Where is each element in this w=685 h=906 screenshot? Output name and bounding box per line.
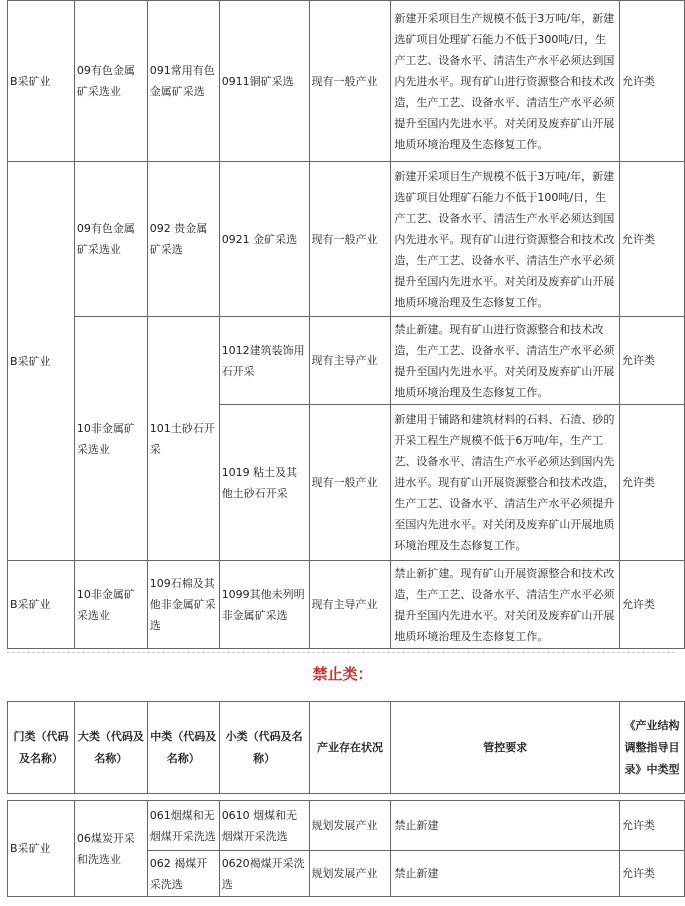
type-cell: 允许类 (620, 162, 685, 317)
requirement-cell: 禁止新建。现有矿山进行资源整合和技术改造，生产工艺、设备水平、清洁生产水平必须提升至国内先进水平。对关闭及废弃矿山开展地质环境治理及生态修复工作。 (391, 317, 620, 405)
requirement-cell: 新建开采项目生产规模不低于3万吨/年，新建选矿项目处理矿石能力不低于300吨/日，生产工艺、设备水平、清洁生产水平必须达到国内先进水平。现有矿山进行资源整合和技术改造，生产工艺、设备水平、清洁生产水平必须提升至国内先进水平。对关闭及废弃矿山开展地质环境治理及生态修复工作。 (391, 1, 620, 162)
major-class-cell: 10非金属矿采选业 (74, 561, 147, 649)
minor-class-cell: 0610 烟煤和无烟煤开采洗选 (219, 801, 309, 851)
allowed-industry-table (7, 0, 685, 649)
minor-class-cell: 1099其他未列明非金属矿采选 (219, 561, 309, 649)
header-minor-class: 小类（代码及名称） (219, 702, 309, 794)
table-row (8, 1, 685, 162)
header-middle-class: 中类（代码及名称） (147, 702, 219, 794)
type-cell: 允许类 (620, 405, 685, 561)
table-row (8, 801, 685, 851)
minor-class-cell: 1012建筑装饰用石开采 (219, 317, 309, 405)
type-cell: 允许类 (620, 561, 685, 649)
header-type: 《产业结构调整指导目录》中类型 (620, 702, 685, 794)
header-category: 门类（代码及名称） (8, 702, 75, 794)
middle-class-cell: 101土砂石开采 (147, 317, 219, 561)
section-divider (7, 652, 675, 653)
middle-class-cell: 061烟煤和无烟煤开采洗选 (147, 801, 219, 851)
header-major-class: 大类（代码及名称） (74, 702, 147, 794)
header-status: 产业存在状况 (309, 702, 391, 794)
header-requirement: 管控要求 (391, 702, 620, 794)
table-row (8, 561, 685, 649)
requirement-cell: 禁止新建 (391, 851, 620, 897)
category-cell: B采矿业 (8, 1, 75, 162)
table-row (8, 162, 685, 317)
middle-class-cell: 109石棉及其他非金属矿采选 (147, 561, 219, 649)
category-cell: B采矿业 (8, 561, 75, 649)
type-cell: 允许类 (620, 1, 685, 162)
type-cell: 允许类 (620, 317, 685, 405)
requirement-cell: 禁止新建 (391, 801, 620, 851)
status-cell: 现有一般产业 (309, 162, 391, 317)
type-cell: 允许类 (620, 801, 685, 851)
major-class-cell: 09有色金属矿采选业 (74, 162, 147, 317)
status-cell: 现有一般产业 (309, 1, 391, 162)
category-cell: B采矿业 (8, 801, 75, 897)
requirement-cell: 新建用于铺路和建筑材料的石料、石渣、砂的开采工程生产规模不低于6万吨/年，生产工艺、设备水平、清洁生产水平必须达到国内先进水平。现有矿山开展资源整合和技术改造，生产工艺、设备水平、清洁生产水平必须提升至国内先进水平。对关闭及废弃矿山开展地质环境治理及生态修复工作。 (391, 405, 620, 561)
prohibited-header-table (7, 701, 685, 794)
major-class-cell: 09有色金属矿采选业 (74, 1, 147, 162)
middle-class-cell: 092 贵金属矿采选 (147, 162, 219, 317)
prohibited-section-title: 禁止类： (312, 665, 373, 683)
minor-class-cell: 0620褐煤开采洗选 (219, 851, 309, 897)
minor-class-cell: 0911铜矿采选 (219, 1, 309, 162)
status-cell: 现有一般产业 (309, 405, 391, 561)
type-cell: 允许类 (620, 851, 685, 897)
major-class-cell: 10非金属矿采选业 (74, 317, 147, 561)
status-cell: 现有主导产业 (309, 317, 391, 405)
middle-class-cell: 091常用有色金属矿采选 (147, 1, 219, 162)
status-cell: 现有主导产业 (309, 561, 391, 649)
minor-class-cell: 0921 金矿采选 (219, 162, 309, 317)
requirement-cell: 禁止新扩建。现有矿山开展资源整合和技术改造，生产工艺、设备水平、清洁生产水平必须提升至国内先进水平。对关闭及废弃矿山开展地质环境治理及生态修复工作。 (391, 561, 620, 649)
status-cell: 规划发展产业 (309, 801, 391, 851)
middle-class-cell: 062 褐煤开采洗选 (147, 851, 219, 897)
status-cell: 规划发展产业 (309, 851, 391, 897)
header-row (8, 702, 685, 794)
category-cell: B采矿业 (8, 162, 75, 561)
table-row (8, 317, 685, 405)
prohibited-industry-table (7, 800, 685, 897)
major-class-cell: 06煤炭开采和洗选业 (74, 801, 147, 897)
minor-class-cell: 1019 粘土及其他土砂石开采 (219, 405, 309, 561)
requirement-cell: 新建开采项目生产规模不低于3万吨/年，新建选矿项目处理矿石能力不低于100吨/日，生产工艺、设备水平、清洁生产水平必须达到国内先进水平。现有矿山进行资源整合和技术改造，生产工艺、设备水平、清洁生产水平必须提升至国内先进水平。对关闭及废弃矿山开展地质环境治理及生态修复工作。 (391, 162, 620, 317)
